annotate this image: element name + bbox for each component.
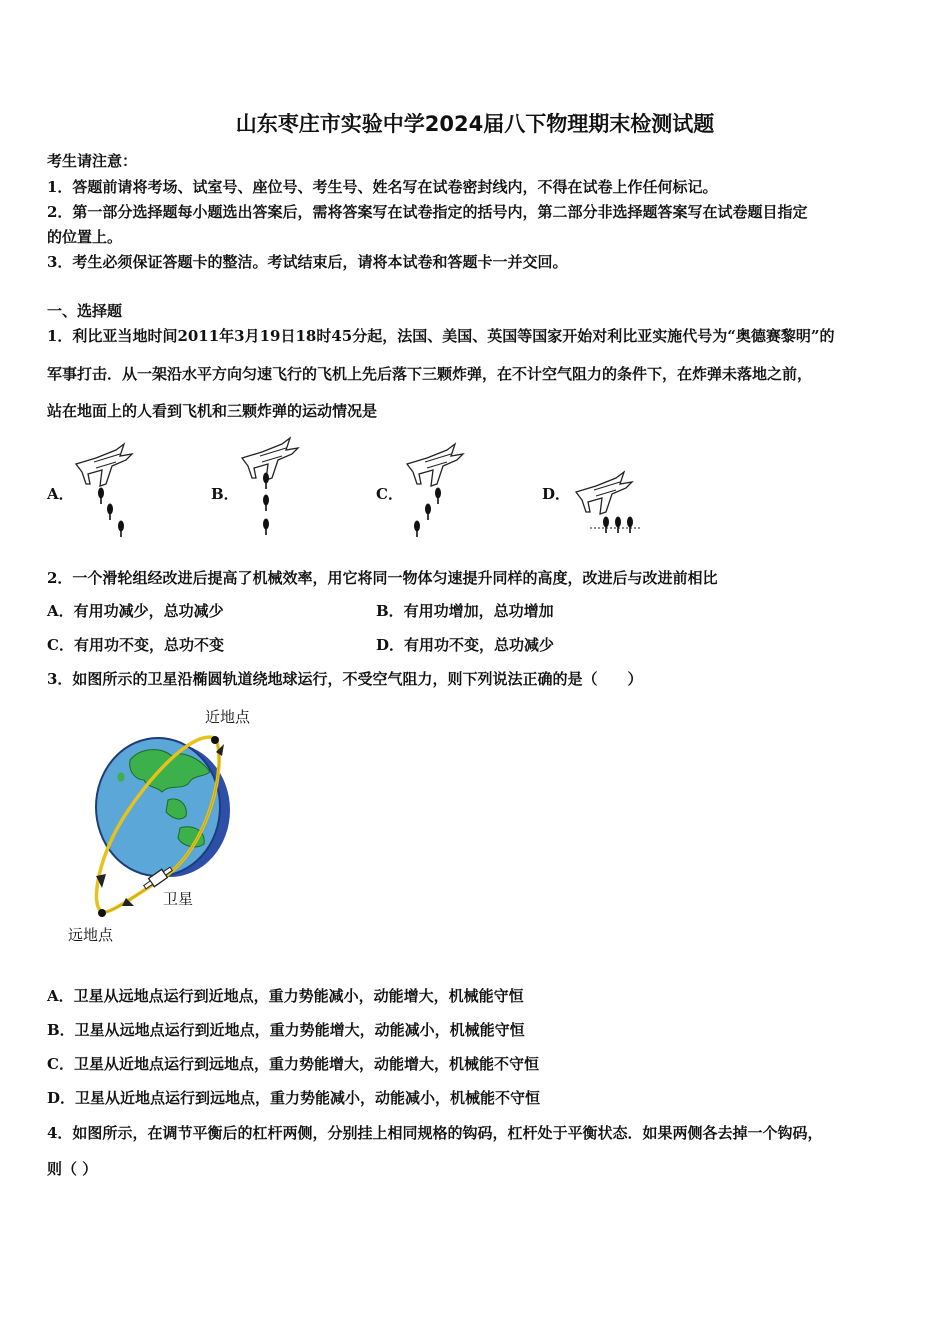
notice-item: 1．答题前请将考场、试室号、座位号、考生号、姓名写在试卷密封线内，不得在试卷上作任何标记。 — [47, 178, 718, 196]
q1-stem-line: 站在地面上的人看到飞机和三颗炸弹的运动情况是 — [47, 402, 378, 420]
plane-icon — [407, 444, 463, 486]
section-heading: 一、选择题 — [47, 302, 123, 320]
satellite-label: 卫星 — [163, 890, 194, 908]
q1-options-figure — [60, 436, 660, 542]
perigee-label: 近地点 — [205, 708, 251, 726]
q1-option-a-label: A． — [47, 485, 74, 503]
q1-stem-line: 1．利比亚当地时间2011年3月19日18时45分起，法国、美国、英国等国家开始对利比亚实施代号为“奥德赛黎明”的 — [47, 327, 835, 345]
q4-stem-line: 则（ ） — [47, 1160, 98, 1178]
plane-icon — [242, 438, 298, 480]
notice-item: 3．考生必须保证答题卡的整洁。考试结束后，请将本试卷和答题卡一并交回。 — [47, 253, 568, 271]
q3-option-b: B．卫星从远地点运行到近地点，重力势能增大，动能减小，机械能守恒 — [47, 1021, 525, 1039]
notice-item: 2．第一部分选择题每小题选出答案后，需将答案写在试卷指定的括号内，第二部分非选择题答案写在试卷题目指定 — [47, 203, 808, 221]
q2-option-c: C．有用功不变，总功不变 — [47, 636, 224, 654]
q1-option-b-label: B． — [211, 485, 239, 503]
q3-stem: 3．如图所示的卫星沿椭圆轨道绕地球运行，不受空气阻力，则下列说法正确的是（ ） — [47, 670, 643, 688]
q1-option-d-label: D． — [542, 485, 571, 503]
satellite-orbit-figure — [60, 700, 280, 950]
q1-option-c-label: C． — [376, 485, 403, 503]
plane-icon — [76, 444, 132, 486]
plane-icon — [576, 472, 632, 514]
q1-stem-line: 军事打击．从一架沿水平方向匀速飞行的飞机上先后落下三颗炸弹，在不计空气阻力的条件下，在炸弹未落地之前， — [47, 365, 813, 383]
q2-option-b: B．有用功增加，总功增加 — [376, 602, 554, 620]
q2-stem: 2．一个滑轮组经改进后提高了机械效率，用它将同一物体匀速提升同样的高度，改进后与改进前相比 — [47, 569, 718, 587]
q3-option-c: C．卫星从近地点运行到远地点，重力势能增大，动能增大，机械能不守恒 — [47, 1055, 539, 1073]
earth-icon — [96, 738, 220, 876]
apogee-point — [98, 909, 106, 917]
perigee-point — [211, 736, 219, 744]
q4-stem-line: 4．如图所示，在调节平衡后的杠杆两侧，分别挂上相同规格的钩码，杠杆处于平衡状态．如果两侧各去掉一个钩码， — [47, 1124, 823, 1142]
page-title: 山东枣庄市实验中学2024届八下物理期末检测试题 — [235, 112, 715, 136]
notice-item: 的位置上。 — [47, 228, 123, 246]
q2-option-d: D．有用功不变，总功减少 — [376, 636, 555, 654]
q3-option-d: D．卫星从近地点运行到远地点，重力势能减小，动能减小，机械能不守恒 — [47, 1089, 541, 1107]
q3-option-a: A．卫星从远地点运行到近地点，重力势能减小，动能增大，机械能守恒 — [47, 987, 524, 1005]
notice-heading: 考生请注意： — [47, 152, 138, 170]
q2-option-a: A．有用功减少，总功减少 — [47, 602, 224, 620]
apogee-label: 远地点 — [68, 926, 114, 944]
